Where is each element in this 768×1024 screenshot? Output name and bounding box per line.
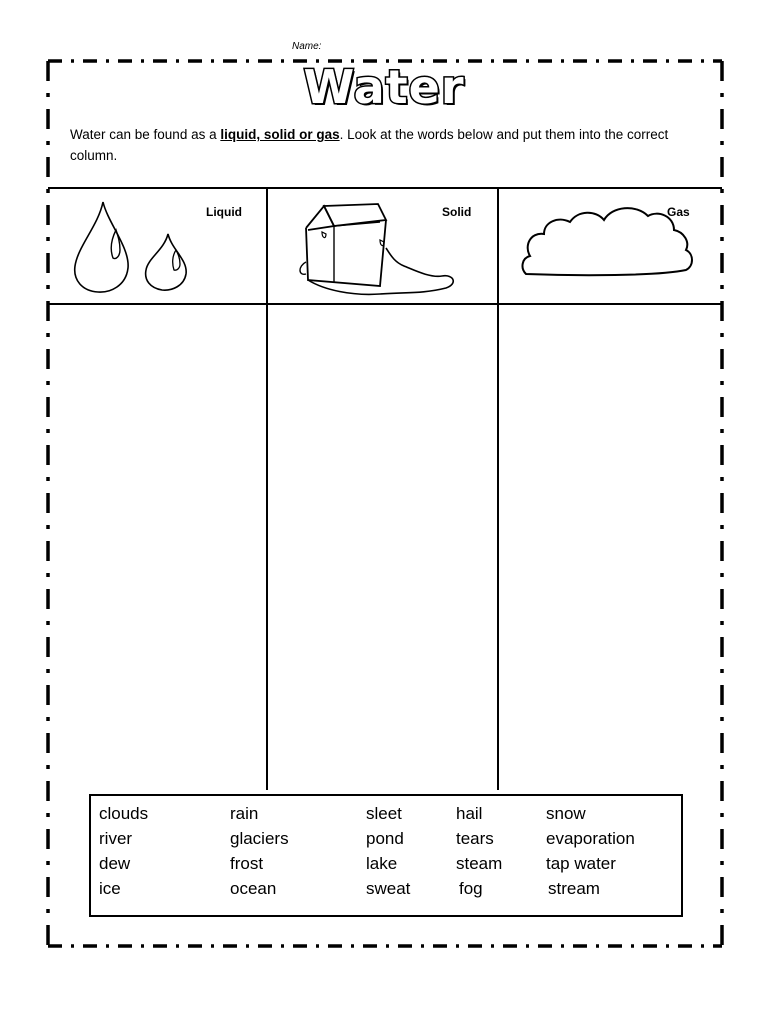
instructions-text-end: . Look at the words below and put them into the correct column. bbox=[70, 127, 669, 163]
word-glaciers[interactable]: glaciers bbox=[230, 829, 289, 848]
column-header-gas: Gas bbox=[667, 205, 690, 219]
column-header-liquid: Liquid bbox=[206, 205, 242, 219]
column-header-solid: Solid bbox=[442, 205, 472, 219]
word-ice[interactable]: ice bbox=[99, 879, 121, 898]
word-tears[interactable]: tears bbox=[456, 829, 494, 848]
water-drops-icon bbox=[68, 198, 193, 298]
word-river[interactable]: river bbox=[99, 829, 133, 848]
word-pond[interactable]: pond bbox=[366, 829, 404, 848]
cloud-icon bbox=[518, 202, 696, 280]
instructions-emphasis: liquid, solid or gas bbox=[220, 127, 340, 142]
word-tap-water[interactable]: tap water bbox=[546, 854, 616, 873]
instructions-text-start: Water can be found as a bbox=[70, 127, 221, 142]
word-sleet[interactable]: sleet bbox=[366, 804, 402, 823]
word-frost[interactable]: frost bbox=[230, 854, 264, 873]
melting-ice-cube-icon bbox=[294, 200, 464, 302]
word-stream[interactable]: stream bbox=[548, 879, 600, 898]
word-bank bbox=[89, 794, 683, 917]
word-rain[interactable]: rain bbox=[230, 804, 259, 823]
word-dew[interactable]: dew bbox=[99, 854, 131, 873]
instructions bbox=[70, 124, 710, 166]
name-label: Name: bbox=[292, 41, 322, 52]
word-ocean[interactable]: ocean bbox=[230, 879, 277, 898]
word-lake[interactable]: lake bbox=[366, 854, 398, 873]
word-fog[interactable]: fog bbox=[459, 879, 483, 898]
word-evaporation[interactable]: evaporation bbox=[546, 829, 635, 848]
page-title: Water bbox=[303, 60, 465, 114]
word-clouds[interactable]: clouds bbox=[99, 804, 149, 823]
word-steam[interactable]: steam bbox=[456, 854, 503, 873]
word-sweat[interactable]: sweat bbox=[366, 879, 411, 898]
word-hail[interactable]: hail bbox=[456, 804, 483, 823]
word-snow[interactable]: snow bbox=[546, 804, 586, 823]
